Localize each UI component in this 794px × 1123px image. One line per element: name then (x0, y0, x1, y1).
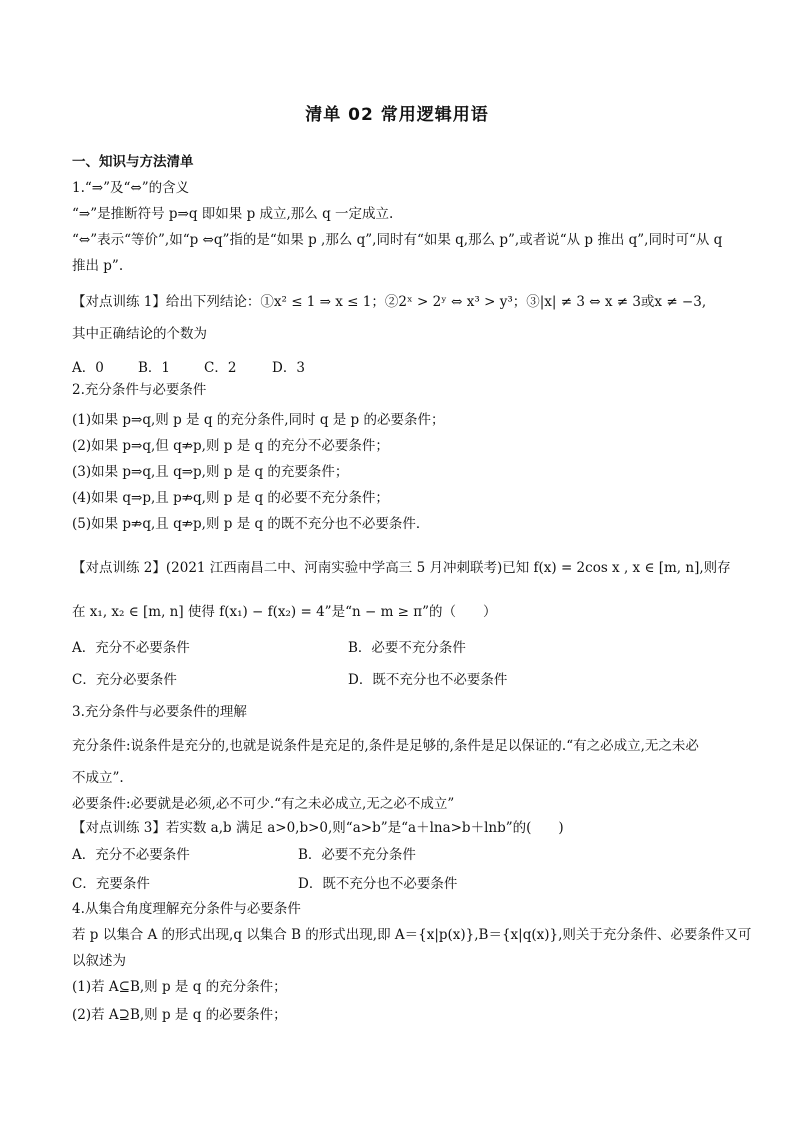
item3-line3: 必要条件:必要就是必须,必不可少.“有之未必成立,无之必不成立” (72, 796, 455, 812)
item4-line2: 以叙述为 (72, 953, 126, 969)
item4-line3: (1)若 A⊆B,则 p 是 q 的充分条件； (72, 979, 287, 995)
exercise2-line1: 【对点训练 2】(2021 江西南昌二中、河南实验中学高三 5 月冲刺联考)已知 f(x) = 2cos x , x ∈ [m, n],则存 (72, 560, 731, 576)
item1-line1: “⇒”是推断符号 p⇒q 即如果 p 成立,那么 q 一定成立. (72, 206, 394, 222)
exercise1-question: 其中正确结论的个数为 (72, 326, 207, 342)
item3-line2: 不成立”. (72, 770, 124, 786)
exercise1-text: 【对点训练 1】给出下列结论：①x² ≤ 1 ⇒ x ≤ 1；②2ˣ > 2ʸ ⇔ x³ > y³；③|x| ≠ 3 ⇔ x ≠ 3或x ≠ −3, (72, 294, 707, 310)
exercise2-line2: 在 x₁, x₂ ∈ [m, n] 使得 f(x₁) − f(x₂) = 4”是“n − m ≥ π”的（ ） (72, 604, 497, 620)
exercise2-option-d: D．既不充分也不必要条件 (348, 672, 508, 688)
exercise3-option-c: C．充要条件 (72, 876, 150, 892)
exercise3-option-b: B．必要不充分条件 (298, 847, 416, 863)
exercise3-text: 【对点训练 3】若实数 a,b 满足 a>0,b>0,则“a>b”是“a＋lna>b＋lnb”的( ) (72, 820, 564, 836)
exercise1-option-c: C．2 (204, 360, 237, 376)
item3-line1: 充分条件:说条件是充分的,也就是说条件是充足的,条件是足够的,条件是足以保证的.“有之必成立,无之未必 (72, 738, 699, 754)
exercise1-option-a: A．0 (72, 360, 104, 376)
item1-line3: 推出 p”. (72, 258, 124, 274)
item1-line2: “⇔”表示“等价”,如“p ⇔q”指的是“如果 p ,那么 q”,同时有“如果 q,那么 p”,或者说“从 p 推出 q”,同时可“从 q (72, 232, 723, 248)
item2-line4: (4)如果 q⇒p,且 p⇏q,则 p 是 q 的必要不充分条件； (72, 490, 389, 506)
item1-heading: 1.“⇒”及“⇔”的含义 (72, 180, 190, 196)
section-heading: 一、知识与方法清单 (72, 154, 194, 170)
exercise2-option-c: C．充分必要条件 (72, 672, 177, 688)
item2-line3: (3)如果 p⇒q,且 q⇒p,则 p 是 q 的充要条件； (72, 464, 349, 480)
item3-heading: 3.充分条件与必要条件的理解 (72, 704, 247, 720)
item4-line4: (2)若 A⊇B,则 p 是 q 的必要条件； (72, 1007, 287, 1023)
item2-line5: (5)如果 p⇏q,且 q⇏p,则 p 是 q 的既不充分也不必要条件． (72, 516, 430, 532)
exercise2-option-a: A．充分不必要条件 (72, 640, 190, 656)
item2-line2: (2)如果 p⇒q,但 q⇏p,则 p 是 q 的充分不必要条件； (72, 438, 389, 454)
exercise3-option-a: A．充分不必要条件 (72, 847, 190, 863)
item2-line1: (1)如果 p⇒q,则 p 是 q 的充分条件,同时 q 是 p 的必要条件； (72, 412, 445, 428)
item2-heading: 2.充分条件与必要条件 (72, 382, 207, 398)
page-title: 清单 02 常用逻辑用语 (305, 105, 489, 125)
exercise1-option-b: B．1 (138, 360, 171, 376)
exercise2-option-b: B．必要不充分条件 (348, 640, 466, 656)
exercise3-option-d: D．既不充分也不必要条件 (298, 876, 458, 892)
item4-heading: 4.从集合角度理解充分条件与必要条件 (72, 901, 301, 917)
exercise1-option-d: D．3 (272, 360, 305, 376)
item4-line1: 若 p 以集合 A 的形式出现,q 以集合 B 的形式出现,即 A＝{x|p(x)},B＝{x|q(x)},则关于充分条件、必要条件又可 (72, 927, 752, 943)
